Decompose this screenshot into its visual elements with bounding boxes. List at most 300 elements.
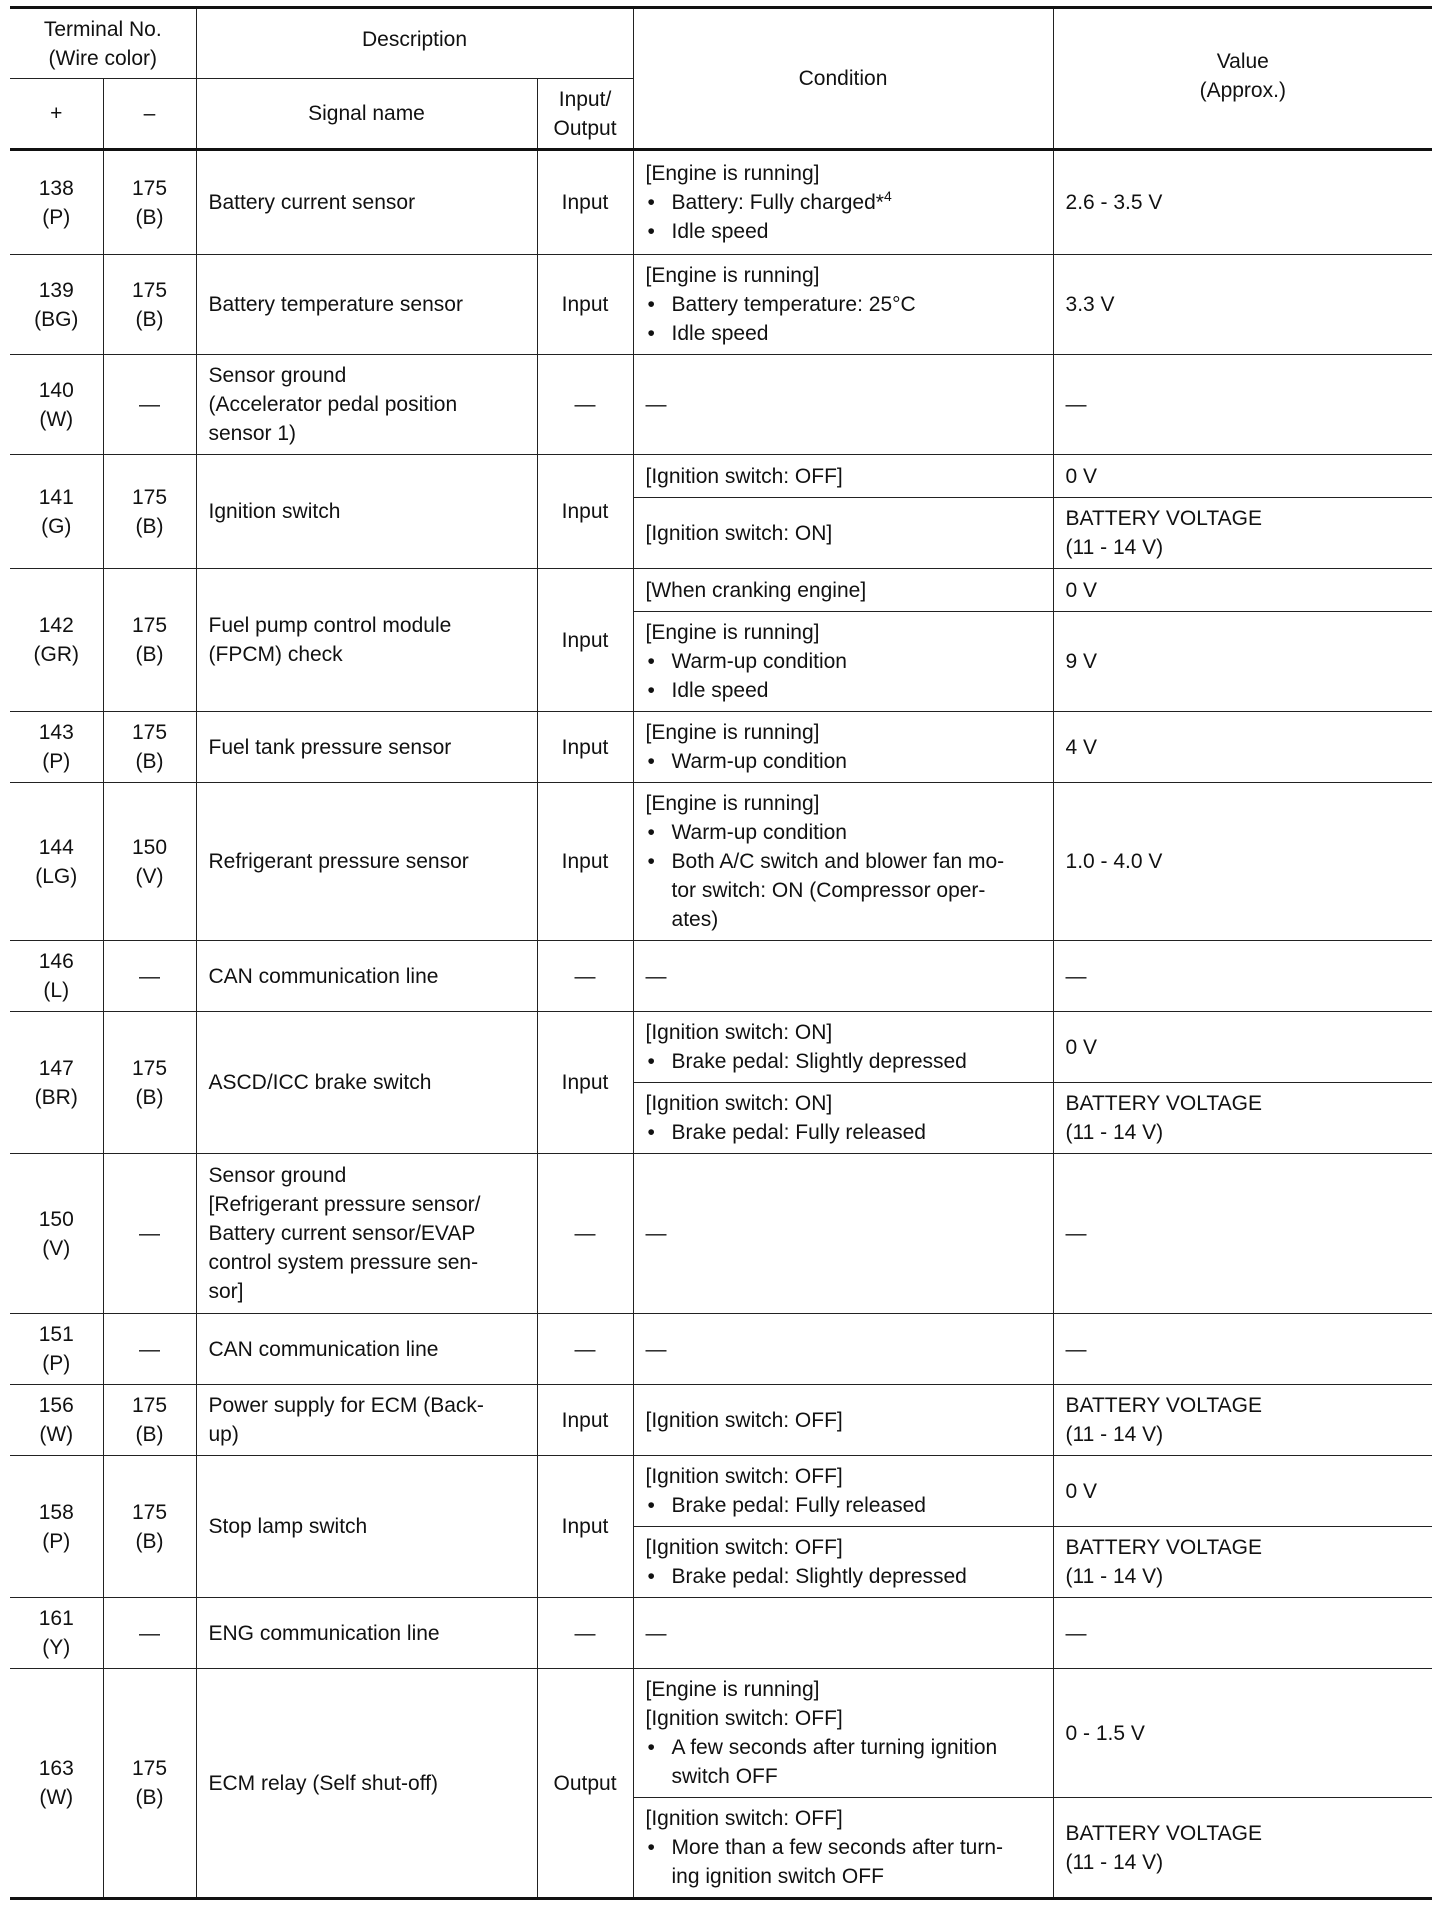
terminal-plus-cell xyxy=(10,569,103,712)
condition-bullet-text xyxy=(672,1491,1041,1520)
terminal-plus-text: 151 xyxy=(38,1323,74,1346)
terminal-plus-text: (P) xyxy=(42,1352,71,1375)
bullet-icon: • xyxy=(647,191,655,214)
condition-bullet-line: Battery temperature: 25°C xyxy=(671,293,916,316)
terminal-minus-text: (B) xyxy=(135,307,164,331)
value-text: — xyxy=(1065,964,1087,988)
terminal-plus-cell xyxy=(10,1012,103,1154)
terminal-no-header xyxy=(10,8,196,79)
terminal-minus-cell xyxy=(103,1154,196,1314)
terminal-minus-text: 175 xyxy=(131,176,168,200)
signal-name-text: control system pressure sen- xyxy=(208,1251,479,1274)
signal-name-cell xyxy=(196,1314,537,1385)
condition-bullet-text xyxy=(672,319,1041,348)
condition-bullet-line: Idle speed xyxy=(671,220,769,243)
condition-bullet-text xyxy=(672,188,1041,217)
terminal-minus-text: (B) xyxy=(135,514,164,538)
condition-heading: [Ignition switch: OFF] xyxy=(645,1807,843,1830)
table-row xyxy=(10,712,1432,783)
table-header xyxy=(10,8,1432,150)
value-text: 3.3 V xyxy=(1065,293,1115,316)
bullet-icon: • xyxy=(647,750,655,773)
input-output-cell: — xyxy=(537,941,633,1012)
table-row xyxy=(10,1314,1432,1385)
signal-name-text: sor] xyxy=(208,1280,244,1303)
input-output-cell: — xyxy=(537,1154,633,1314)
terminal-minus-text: 175 xyxy=(131,1056,168,1080)
condition-bullet-line: tor switch: ON (Compressor oper- xyxy=(671,879,986,902)
plus-header: + xyxy=(10,79,103,150)
condition-heading: [Ignition switch: ON] xyxy=(645,1021,833,1044)
value-cell xyxy=(1053,783,1432,941)
terminal-plus-cell xyxy=(10,941,103,1012)
signal-name-text: Battery current sensor/EVAP xyxy=(208,1222,476,1245)
terminal-plus-cell xyxy=(10,355,103,455)
table-row xyxy=(10,1012,1432,1083)
table-row xyxy=(10,1385,1432,1456)
input-output-cell: Output xyxy=(537,1669,633,1899)
value-cell xyxy=(1053,1669,1432,1798)
terminal-plus-text: 144 xyxy=(38,835,74,859)
value-cell xyxy=(1053,1083,1432,1154)
value-cell xyxy=(1053,150,1432,255)
terminal-minus-text: (B) xyxy=(135,643,164,666)
condition-bullet-line: Idle speed xyxy=(671,322,769,345)
condition-heading: [Engine is running] xyxy=(645,1678,820,1701)
terminal-minus-text: (B) xyxy=(135,1423,164,1446)
terminal-plus-text: (W) xyxy=(39,407,74,431)
terminal-minus-text: — xyxy=(139,393,160,416)
input-output-cell: Input xyxy=(537,150,633,255)
condition-bullet xyxy=(646,647,1041,676)
value-text: 0 V xyxy=(1065,464,1098,488)
condition-bullet xyxy=(646,217,1041,246)
table-row xyxy=(10,1669,1432,1798)
condition-heading: — xyxy=(645,964,667,988)
condition-bullet xyxy=(646,290,1041,319)
terminal-plus-cell xyxy=(10,1385,103,1456)
terminal-minus-text: (B) xyxy=(135,750,164,773)
input-output-cell: — xyxy=(537,355,633,455)
terminal-plus-cell xyxy=(10,783,103,941)
terminal-minus-cell xyxy=(103,783,196,941)
value-cell xyxy=(1053,612,1432,712)
signal-name-text: sensor 1) xyxy=(208,422,297,445)
terminal-minus-text: 175 xyxy=(131,485,168,509)
condition-bullet-line: Warm-up condition xyxy=(671,750,847,773)
signal-name-text: CAN communication line xyxy=(208,1337,439,1361)
condition-bullet-text xyxy=(672,847,1041,934)
terminal-minus-text: (B) xyxy=(135,1529,164,1553)
input-output-cell: Input xyxy=(537,1456,633,1598)
terminal-minus-text: — xyxy=(139,1621,160,1645)
signal-name-text: [Refrigerant pressure sensor/ xyxy=(208,1193,481,1216)
value-text: 0 V xyxy=(1065,578,1098,602)
terminal-minus-cell xyxy=(103,941,196,1012)
bullet-icon: • xyxy=(647,1494,655,1517)
bullet-icon: • xyxy=(647,1121,655,1144)
value-cell xyxy=(1053,255,1432,355)
value-text: BATTERY VOLTAGE xyxy=(1065,1092,1262,1115)
approx-label: (Approx.) xyxy=(1199,79,1286,102)
signal-name-text: Sensor ground xyxy=(208,364,347,387)
signal-name-text: Battery temperature sensor xyxy=(208,293,463,316)
terminal-plus-text: (G) xyxy=(41,514,72,538)
condition-heading: [Engine is running] xyxy=(645,621,820,644)
footnote-marker: 4 xyxy=(883,188,892,204)
input-output-cell: Input xyxy=(537,569,633,712)
table-row xyxy=(10,1154,1432,1314)
condition-bullet xyxy=(646,847,1041,934)
terminal-plus-cell xyxy=(10,1154,103,1314)
condition-cell xyxy=(633,150,1053,255)
condition-cell xyxy=(633,455,1053,498)
condition-cell xyxy=(633,255,1053,355)
terminal-plus-cell xyxy=(10,1669,103,1899)
condition-bullet-line: Warm-up condition xyxy=(671,821,847,844)
terminal-plus-cell xyxy=(10,712,103,783)
ecm-terminal-table-page xyxy=(10,6,1432,1900)
table-row xyxy=(10,783,1432,941)
condition-bullet-text xyxy=(672,1733,1041,1791)
signal-name-text: Fuel pump control module xyxy=(208,614,452,637)
signal-name-text: Sensor ground xyxy=(208,1164,347,1187)
condition-heading: — xyxy=(645,1337,667,1361)
terminal-plus-text: (W) xyxy=(39,1786,74,1809)
value-cell xyxy=(1053,355,1432,455)
terminal-plus-text: 139 xyxy=(38,278,74,302)
terminal-plus-cell xyxy=(10,1598,103,1669)
value-text: — xyxy=(1065,393,1087,416)
input-output-label-1: Input/ xyxy=(558,87,612,111)
condition-cell xyxy=(633,1598,1053,1669)
condition-cell xyxy=(633,1798,1053,1899)
minus-header: – xyxy=(103,79,196,150)
condition-cell xyxy=(633,1456,1053,1527)
value-label: Value xyxy=(1216,50,1269,73)
value-text: BATTERY VOLTAGE xyxy=(1065,1536,1262,1559)
terminal-plus-text: (V) xyxy=(42,1236,71,1260)
terminal-minus-text: — xyxy=(139,964,160,988)
condition-heading: — xyxy=(645,393,667,416)
condition-heading: [Engine is running] xyxy=(645,792,820,815)
signal-name-cell xyxy=(196,941,537,1012)
description-header: Description xyxy=(196,8,633,79)
condition-bullet-line: Idle speed xyxy=(671,679,769,702)
terminal-plus-text: 143 xyxy=(38,721,74,744)
condition-bullet-text xyxy=(672,1833,1041,1891)
bullet-icon: • xyxy=(647,650,655,673)
value-text: (11 - 14 V) xyxy=(1065,1850,1164,1874)
condition-bullet xyxy=(646,188,1041,217)
table-row xyxy=(10,455,1432,498)
condition-heading: [Engine is running] xyxy=(645,721,820,744)
terminal-minus-cell xyxy=(103,569,196,712)
terminal-plus-cell xyxy=(10,255,103,355)
condition-cell xyxy=(633,355,1053,455)
condition-bullet-line: ing ignition switch OFF xyxy=(671,1865,884,1888)
input-output-cell: Input xyxy=(537,255,633,355)
value-text: 0 V xyxy=(1065,1035,1098,1059)
bullet-icon: • xyxy=(647,322,655,345)
table-row xyxy=(10,941,1432,1012)
value-text: 4 V xyxy=(1065,735,1098,759)
terminal-plus-text: (GR) xyxy=(33,643,79,666)
terminal-plus-text: 150 xyxy=(38,1207,74,1231)
condition-cell xyxy=(633,498,1053,569)
terminal-plus-text: (W) xyxy=(39,1423,74,1446)
ecm-terminal-table xyxy=(10,6,1432,1900)
terminal-minus-text: — xyxy=(139,1222,160,1245)
terminal-minus-text: 150 xyxy=(131,835,168,859)
value-cell xyxy=(1053,1598,1432,1669)
signal-name-cell xyxy=(196,712,537,783)
condition-bullet-line: A few seconds after turning ignition xyxy=(671,1736,998,1759)
condition-bullet-text xyxy=(672,1047,1041,1076)
value-cell xyxy=(1053,498,1432,569)
signal-name-text: Fuel tank pressure sensor xyxy=(208,735,452,759)
signal-name-text: Ignition switch xyxy=(208,500,341,523)
input-output-cell: Input xyxy=(537,1385,633,1456)
condition-bullet xyxy=(646,1491,1041,1520)
table-row xyxy=(10,1456,1432,1527)
terminal-plus-text: 158 xyxy=(38,1500,74,1524)
value-text: — xyxy=(1065,1337,1087,1361)
value-header xyxy=(1053,8,1432,150)
terminal-no-label: Terminal No. xyxy=(43,17,162,41)
terminal-minus-cell xyxy=(103,1598,196,1669)
bullet-icon: • xyxy=(647,1565,655,1588)
terminal-minus-text: (B) xyxy=(135,1786,164,1809)
signal-name-cell xyxy=(196,255,537,355)
terminal-minus-text: — xyxy=(139,1337,160,1361)
condition-bullet xyxy=(646,747,1041,776)
condition-bullet-text xyxy=(672,1118,1041,1147)
terminal-minus-cell xyxy=(103,1669,196,1899)
condition-heading: [Engine is running] xyxy=(645,162,820,185)
terminal-plus-cell xyxy=(10,150,103,255)
terminal-plus-text: 156 xyxy=(38,1394,74,1417)
condition-bullet-line: Both A/C switch and blower fan mo- xyxy=(671,850,1005,873)
signal-name-cell xyxy=(196,1669,537,1899)
terminal-minus-text: (B) xyxy=(135,205,164,229)
value-cell xyxy=(1053,569,1432,612)
condition-bullet-text xyxy=(672,1562,1041,1591)
value-text: 0 - 1.5 V xyxy=(1065,1721,1145,1745)
condition-bullet xyxy=(646,1833,1041,1891)
condition-cell xyxy=(633,712,1053,783)
value-text: (11 - 14 V) xyxy=(1065,1121,1164,1144)
value-cell xyxy=(1053,1012,1432,1083)
condition-bullet-text xyxy=(672,747,1041,776)
terminal-plus-text: (BR) xyxy=(34,1085,78,1109)
signal-name-text: up) xyxy=(208,1423,239,1446)
value-text: — xyxy=(1065,1222,1087,1245)
condition-bullet-text xyxy=(672,217,1041,246)
condition-cell xyxy=(633,1385,1053,1456)
signal-name-text: Refrigerant pressure sensor xyxy=(208,850,469,873)
terminal-plus-cell xyxy=(10,1314,103,1385)
terminal-plus-text: (P) xyxy=(42,205,71,229)
input-output-cell: Input xyxy=(537,712,633,783)
signal-name-cell xyxy=(196,1154,537,1314)
input-output-cell: Input xyxy=(537,1012,633,1154)
condition-bullet-line: Brake pedal: Fully released xyxy=(671,1494,926,1517)
condition-heading: [Ignition switch: ON] xyxy=(645,1092,833,1115)
signal-name-text: Battery current sensor xyxy=(208,191,416,214)
bullet-icon: • xyxy=(647,821,655,844)
value-cell xyxy=(1053,1385,1432,1456)
condition-bullet-text xyxy=(672,647,1041,676)
terminal-plus-text: (P) xyxy=(42,750,71,773)
signal-name-header: Signal name xyxy=(196,79,537,150)
terminal-minus-cell xyxy=(103,1385,196,1456)
condition-cell xyxy=(633,1527,1053,1598)
signal-name-text: ENG communication line xyxy=(208,1621,440,1645)
terminal-plus-text: 138 xyxy=(38,176,74,200)
terminal-plus-cell xyxy=(10,455,103,569)
terminal-minus-cell xyxy=(103,150,196,255)
terminal-plus-text: (Y) xyxy=(42,1636,71,1659)
condition-cell xyxy=(633,941,1053,1012)
condition-cell xyxy=(633,1083,1053,1154)
value-text: (11 - 14 V) xyxy=(1065,1423,1164,1446)
table-row xyxy=(10,255,1432,355)
condition-cell xyxy=(633,1314,1053,1385)
bullet-icon: • xyxy=(647,293,655,316)
terminal-minus-text: 175 xyxy=(131,614,168,637)
terminal-minus-text: 175 xyxy=(131,1500,168,1524)
bullet-icon: • xyxy=(647,679,655,702)
value-text: BATTERY VOLTAGE xyxy=(1065,507,1262,530)
terminal-plus-text: (L) xyxy=(43,979,70,1002)
condition-bullet-line: Brake pedal: Slightly depressed xyxy=(671,1565,967,1588)
condition-heading: [Ignition switch: OFF] xyxy=(645,1408,843,1432)
signal-name-text: (Accelerator pedal position xyxy=(208,393,458,416)
signal-name-text: ASCD/ICC brake switch xyxy=(208,1071,432,1094)
signal-name-cell xyxy=(196,783,537,941)
condition-cell xyxy=(633,783,1053,941)
value-cell xyxy=(1053,1154,1432,1314)
terminal-plus-text: 146 xyxy=(38,950,74,973)
signal-name-text: (FPCM) check xyxy=(208,643,343,666)
input-output-header xyxy=(537,79,633,150)
signal-name-cell xyxy=(196,569,537,712)
terminal-plus-text: 141 xyxy=(38,485,74,509)
value-text: — xyxy=(1065,1621,1087,1645)
terminal-minus-cell xyxy=(103,712,196,783)
condition-bullet-text xyxy=(672,290,1041,319)
terminal-minus-cell xyxy=(103,455,196,569)
input-output-cell: — xyxy=(537,1598,633,1669)
condition-bullet-text xyxy=(672,818,1041,847)
signal-name-text: Power supply for ECM (Back- xyxy=(208,1394,484,1417)
value-cell xyxy=(1053,941,1432,1012)
terminal-plus-text: 163 xyxy=(38,1757,74,1780)
terminal-minus-text: 175 xyxy=(131,1394,168,1417)
terminal-plus-cell xyxy=(10,1456,103,1598)
condition-cell xyxy=(633,1669,1053,1798)
condition-header: Condition xyxy=(633,8,1053,150)
signal-name-cell xyxy=(196,355,537,455)
terminal-minus-text: 175 xyxy=(131,278,168,302)
value-cell xyxy=(1053,712,1432,783)
value-cell xyxy=(1053,1314,1432,1385)
table-body xyxy=(10,150,1432,1899)
terminal-minus-text: (B) xyxy=(135,1085,164,1109)
bullet-icon: • xyxy=(647,1836,655,1859)
table-row xyxy=(10,1598,1432,1669)
signal-name-cell xyxy=(196,1456,537,1598)
terminal-plus-text: 161 xyxy=(38,1607,74,1630)
condition-bullet xyxy=(646,1047,1041,1076)
condition-bullet xyxy=(646,676,1041,705)
input-output-cell: Input xyxy=(537,783,633,941)
value-text: (11 - 14 V) xyxy=(1065,1565,1164,1588)
condition-bullet-line: More than a few seconds after turn- xyxy=(671,1836,1004,1859)
table-row xyxy=(10,355,1432,455)
condition-cell xyxy=(633,1012,1053,1083)
input-output-label-2: Output xyxy=(553,116,617,140)
condition-bullet xyxy=(646,1733,1041,1791)
condition-bullet-line: ates) xyxy=(671,908,719,931)
condition-bullet xyxy=(646,1562,1041,1591)
value-cell xyxy=(1053,455,1432,498)
value-text: (11 - 14 V) xyxy=(1065,536,1164,559)
condition-heading: [Ignition switch: OFF] xyxy=(645,1707,843,1730)
condition-bullet-text xyxy=(672,676,1041,705)
condition-heading: — xyxy=(645,1621,667,1645)
terminal-plus-text: 147 xyxy=(38,1056,74,1080)
table-row xyxy=(10,150,1432,255)
terminal-minus-cell xyxy=(103,1314,196,1385)
bullet-icon: • xyxy=(647,1050,655,1073)
terminal-minus-text: 175 xyxy=(131,721,168,744)
condition-bullet-line: Brake pedal: Slightly depressed xyxy=(671,1050,967,1073)
terminal-plus-text: 142 xyxy=(38,614,74,637)
value-text: 1.0 - 4.0 V xyxy=(1065,850,1163,873)
value-text: 9 V xyxy=(1065,650,1098,673)
condition-bullet-line: Brake pedal: Fully released xyxy=(671,1121,926,1144)
signal-name-text: Stop lamp switch xyxy=(208,1515,368,1538)
input-output-cell: — xyxy=(537,1314,633,1385)
terminal-minus-cell xyxy=(103,1012,196,1154)
signal-name-cell xyxy=(196,455,537,569)
terminal-plus-text: (BG) xyxy=(34,307,79,331)
condition-bullet xyxy=(646,319,1041,348)
value-text: 0 V xyxy=(1065,1479,1098,1503)
condition-bullet-line: switch OFF xyxy=(671,1765,778,1788)
value-text: BATTERY VOLTAGE xyxy=(1065,1821,1262,1845)
terminal-minus-text: 175 xyxy=(131,1757,168,1780)
condition-heading: [Ignition switch: ON] xyxy=(645,521,833,545)
table-row xyxy=(10,569,1432,612)
condition-cell xyxy=(633,612,1053,712)
signal-name-cell xyxy=(196,1012,537,1154)
signal-name-cell xyxy=(196,150,537,255)
condition-cell xyxy=(633,1154,1053,1314)
bullet-icon: • xyxy=(647,220,655,243)
terminal-minus-cell xyxy=(103,355,196,455)
condition-heading: [Engine is running] xyxy=(645,264,820,287)
terminal-plus-text: (LG) xyxy=(35,864,78,888)
condition-bullet-line: Battery: Fully charged*$^4$ xyxy=(671,188,892,214)
condition-heading: [Ignition switch: OFF] xyxy=(645,464,843,488)
bullet-icon: • xyxy=(647,1736,655,1759)
value-cell xyxy=(1053,1798,1432,1899)
condition-heading: [Ignition switch: OFF] xyxy=(645,1465,843,1488)
signal-name-cell xyxy=(196,1598,537,1669)
